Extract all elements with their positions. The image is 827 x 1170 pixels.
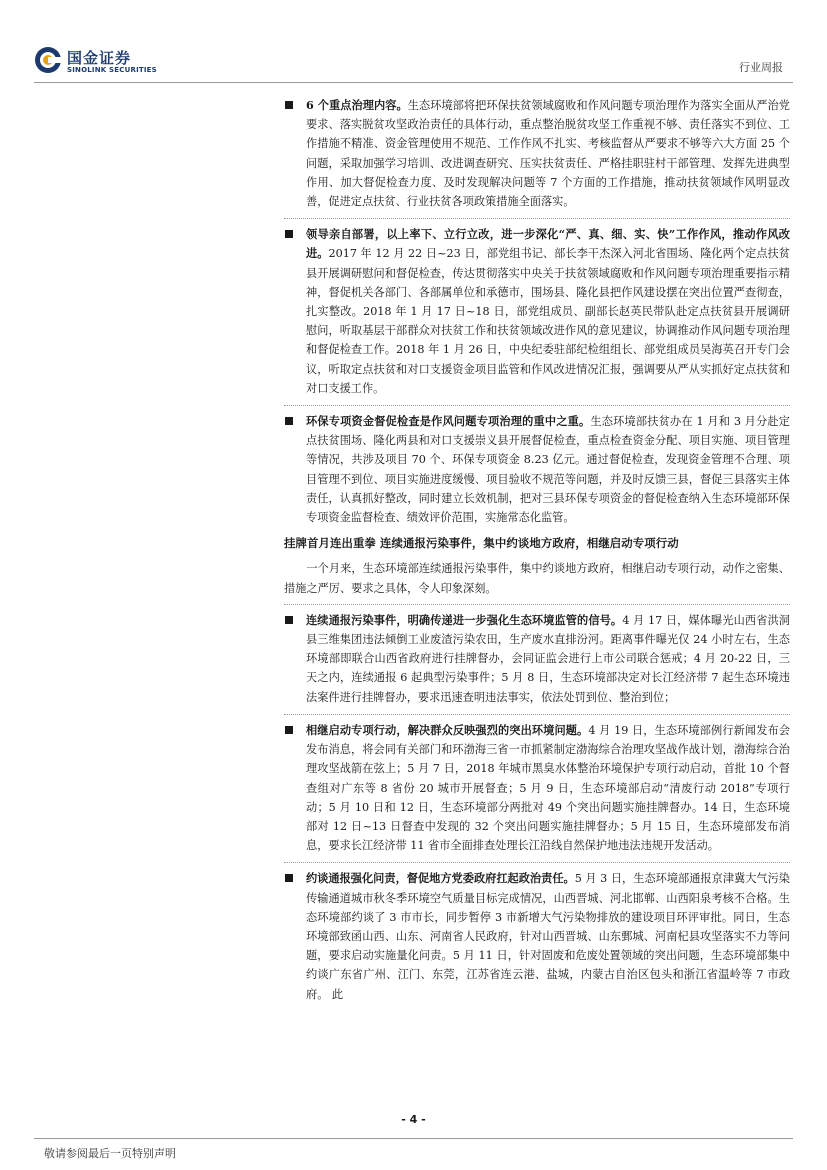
square-bullet-icon xyxy=(285,417,293,425)
bullet-title: 相继启动专项行动，解决群众反映强烈的突出环境问题。 xyxy=(306,722,589,737)
bullet-item xyxy=(284,721,790,855)
bullet-item xyxy=(284,869,790,1003)
logo-chinese-name: 国金证券 xyxy=(67,49,132,67)
bullet-text xyxy=(306,611,790,707)
bullet-text xyxy=(306,225,790,398)
page-header xyxy=(0,0,827,82)
bullet-text xyxy=(306,869,790,1003)
bullet-title: 连续通报污染事件，明确传递进一步强化生态环境监管的信号。 xyxy=(306,612,623,627)
bullet-title: 领导亲自部署，以上率下、立行立改，进一步深化“严、真、细、实、快”工作作风，推动作风改进。 xyxy=(306,227,790,261)
disclaimer-note: 敬请参阅最后一页特别声明 xyxy=(44,1147,176,1160)
square-bullet-icon xyxy=(285,874,293,882)
company-logo xyxy=(34,46,174,80)
bullet-body: 4 月 17 日，媒体曝光山西省洪洞县三维集团违法倾倒工业废渣污染农田，生产废水直排汾河。距离事件曝光仅 24 小时左右，生态环境部即联合山西省政府进行挂牌督办，会同证监会进行上市公司联合惩戒；4 月 20-22 日，三天之内，连续通报 6 起典型污染事件；5 月 8 日，生态环境部决定对长江经济带 7 起生态环境违法案件进行挂牌督办，要求迅速查明违法事实，依法处罚到位、整治到位； xyxy=(306,613,790,704)
bullet-body: 生态环境部将把环保扶贫领域腐败和作风问题专项治理作为落实全面从严治党要求、落实脱贫攻坚政治责任的具体行动，重点整治脱贫攻坚工作重视不够、责任落实不到位、工作措施不精准、资金管理使用不规范、工作作风不扎实、考核监督从严要求不够等六大方面 25 个问题，采取加强学习培训、改进调查研究、压实扶贫责任、严格挂职驻村干部管理、发挥先进典型作用、加大督促检查力度、及时发现解决问题等 7 个方面的工作措施，推动扶贫领域作风明显改善，促进定点扶贫、行业扶贫各项政策措施全面落实。 xyxy=(306,99,790,209)
bullet-item xyxy=(284,225,790,398)
page-number: - 4 - xyxy=(401,1113,426,1126)
bullet-text xyxy=(306,96,790,211)
dotted-divider xyxy=(284,714,790,715)
footer-divider xyxy=(34,1138,793,1139)
bullet-text xyxy=(306,721,790,855)
bullet-item xyxy=(284,96,790,211)
main-content xyxy=(284,96,790,1011)
bullet-body: 2017 年 12 月 22 日~23 日，部党组书记、部长李干杰深入河北省围场、隆化两个定点扶贫县开展调研慰问和督促检查，传达贯彻落实中央关于扶贫领域腐败和作风问题专项治理重要指示精神，督促机关各部门、各部属单位和承德市，围场县、隆化县把作风建设摆在突出位置严查彻查，扎实整改。2018 年 1 月 17 日~18 日，部党组成员、副部长赵英民带队赴定点扶贫县开展调研慰问，听取基层干部群众对扶贫工作和扶贫领域改进作风的意见建议，协调推动作风问题专项治理和督促检查工作。2018 年 1 月 26 日，中央纪委驻部纪检组组长、部党组成员吴海英召开专门会议，听取定点扶贫和对口支援资金项目监管和作风改进情况汇报，强调要从严从实抓好定点扶贫和对口支援工作。 xyxy=(306,247,790,395)
sinolink-logo-icon xyxy=(34,46,62,74)
intro-paragraph: 一个月来，生态环境部连续通报污染事件，集中约谈地方政府，相继启动专项行动，动作之密集、措施之严厉、要求之具体，令人印象深刻。 xyxy=(284,562,790,595)
report-type-label: 行业周报 xyxy=(739,61,783,74)
bullet-item xyxy=(284,611,790,707)
bullet-body: 5 月 3 日，生态环境部通报京津冀大气污染传输通道城市秋冬季环境空气质量目标完成情况，山西晋城、河北邯郸、山西阳泉考核不合格。生态环境部约谈了 3 市市长，同步暂停 3 市新增大气污染物排放的建设项目环评审批。同日，生态环境部致函山西、山东、河南省人民政府，针对山西晋城、山东鄄城、河南杞县攻坚落实不力等问题，要求启动实施量化问责。5 月 11 日，针对固废和危废处置领域的突出问题，生态环境部集中约谈广东省广州、江门、东莞，江苏省连云港、盐城，内蒙古自治区包头和浙江省温岭等 7 市政府。 此 xyxy=(306,872,790,1001)
bullet-title: 约谈通报强化问责，督促地方党委政府扛起政治责任。 xyxy=(306,871,575,886)
square-bullet-icon xyxy=(285,726,293,734)
bullet-title: 环保专项资金督促检查是作风问题专项治理的重中之重。 xyxy=(306,414,591,429)
bullet-body: 4 月 19 日，生态环境部例行新闻发布会发布消息，将会同有关部门和环渤海三省一市抓紧制定渤海综合治理攻坚战作战计划，渤海综合治理攻坚战箭在弦上；5 月 7 日，2018 年城市黑臭水体整治环境保护专项行动启动，首批 10 个督查组对广东等 8 省份 20 城市开展督查；5 月 9 日，生态环境部启动“清废行动 2018”专项行动；5 月 10 日和 12 日，生态环境部分两批对 49 个突出问题实施挂牌督办。14 日，生态环境部对 12 日~13 日督查中发现的 32 个突出问题实施挂牌督办；5 月 15 日，生态环境部发布消息，要求长江经济带 11 省市全面排查处理长江沿线自然保护地违法违规开发活动。 xyxy=(306,723,790,853)
header-divider xyxy=(34,82,793,83)
bullet-item xyxy=(284,412,790,527)
bullet-text xyxy=(306,412,790,527)
square-bullet-icon xyxy=(285,101,293,109)
bullet-title: 6 个重点治理内容。 xyxy=(306,98,408,112)
dotted-divider xyxy=(284,218,790,219)
square-bullet-icon xyxy=(285,230,293,238)
square-bullet-icon xyxy=(285,616,293,624)
dotted-divider xyxy=(284,862,790,863)
logo-english-name: SINOLINK SECURITIES xyxy=(67,66,157,74)
dotted-divider xyxy=(284,405,790,406)
bullet-body: 生态环境部扶贫办在 1 月和 3 月分赴定点扶贫围场、隆化两县和对口支援崇义县开展督促检查，重点检查资金分配、项目实施、项目管理等情况，共涉及项目 70 个、环保专项资金 8.23 亿元。通过督促检查，发现资金管理不合理、项目管理不到位、项目实施进度缓慢、项目验收不规范等问题，并及时反馈三县，督促三县落实主体责任，认真抓好整改，同时建立长效机制，把对三县环保专项资金的督促检查纳入生态环境部环保专项资金监督检查、绩效评价范围，实施常态化监管。 xyxy=(306,415,790,525)
dotted-divider xyxy=(284,604,790,605)
section-heading: 挂牌首月连出重拳 连续通报污染事件，集中约谈地方政府，相继启动专项行动 xyxy=(284,536,679,551)
